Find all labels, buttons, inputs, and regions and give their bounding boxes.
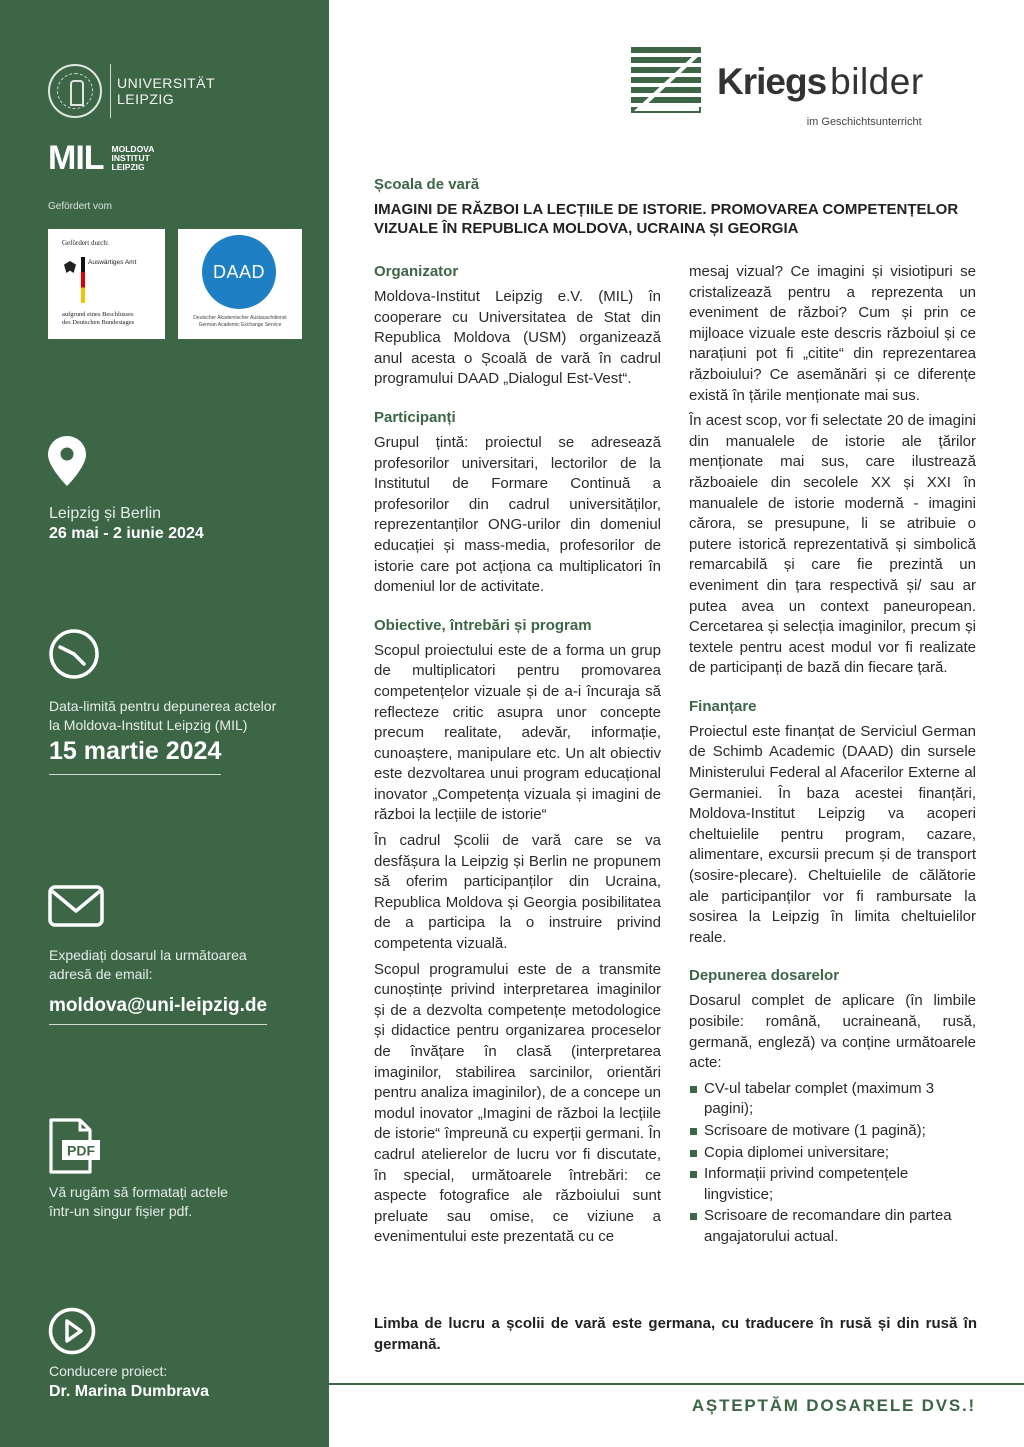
document-title: IMAGINI DE RĂZBOI LA LECȚIILE DE ISTORIE. PROMOVAREA COMPETENȚELOR VIZUALE ÎN REPUBLICA MOLDOVA, UCRAINA ȘI GEORGIA	[374, 201, 959, 237]
event-dates: 26 mai - 2 iunie 2024	[49, 525, 204, 542]
list-item: CV-ul tabelar complet (maximum 3 pagini);	[689, 1079, 976, 1120]
location-pin-icon	[48, 436, 86, 486]
email-label-line2: adresă de email:	[49, 966, 153, 982]
objectives-continuation: mesaj vizual? Ce imagini și visiotipuri se cristalizează pentru a reprezenta un eveniment de război? Cum și prin ce mijloace vizuale este descris războiul și ce narațiuni pot fi „citite“ din reprezentarea războiului? Ce asemănări și ce diferențe există în țările menționate mai sus.	[689, 263, 976, 404]
mil-logo-line2: INSTITUT	[111, 152, 150, 163]
daad-logo	[178, 229, 302, 339]
deadline-label	[49, 697, 299, 735]
submission-text: Dosarul complet de aplicare (în limbile posibile: română, ucraineană, rusă, germană, engleză) va conține următoarele acte:	[689, 992, 976, 1072]
federal-eagle-icon	[64, 261, 76, 273]
objectives-paragraph: În cadrul Școlii de vară care se va desfășura la Leipzig și Berlin ne propunem să oferim participanților din Ucraina, Republica Moldova și Georgia posibilitatea de a participa la o instruire privind competenta vizuală.	[374, 832, 661, 953]
funding-text: Proiectul este finanțat de Serviciul German de Schimb Academic (DAAD) din sursele Ministerului Federal al Afacerilor Externe al Germaniei. În baza acestei finanțări, Moldova-Institut Leipzig va acoperi cheltuielile pentru program, cazare, alimentare, excursii precum și de transport (sosire-plecare). Cheltuielile de călătorie ale participanților vor fi rambursate la sosirea la Leipzig în limita cheltuielilor reale.	[689, 722, 976, 946]
clock-icon	[48, 628, 100, 680]
daad-circle-logo: DAAD	[202, 235, 276, 309]
project-lead-name: Dr. Marina Dumbrava	[49, 1383, 210, 1400]
list-item: Copia diplomei universitare;	[689, 1143, 976, 1164]
left-column	[374, 262, 661, 1253]
mil-logo-letters: MIL	[48, 139, 104, 177]
daad-footer	[184, 315, 296, 329]
aa-header: Gefördert durch:	[62, 239, 109, 247]
deadline-label-line1: Data-limită pentru depunerea actelor	[49, 698, 277, 714]
pdf-instruction-line1: Vă rugăm să formatați actele	[49, 1184, 228, 1200]
aa-footer-line1: aufgrund eines Beschlusses	[62, 311, 134, 318]
logo-subtitle: im Geschichtsunterricht	[806, 116, 922, 128]
organizer-heading: Organizator	[374, 263, 459, 280]
play-circle-icon	[48, 1307, 96, 1355]
organizer-text: Moldova-Institut Leipzig e.V. (MIL) în cooperare cu Universitatea de Stat din Republica Moldova (USM) organizează anul acesta o Școală de vară în cadrul programului DAAD „Dialogul Est-Vest“.	[374, 288, 661, 388]
university-name	[117, 75, 215, 107]
participants-text: Grupul țintă: proiectul se adresează profesorilor universitari, lectorilor de la Institutul de Formare Continuă a profesorilor din cadrul universităților, reprezentanților ONG-urilor din domeniul educației și mass-media, profesorilor de istorie care pot acționa ca multiplicatori în domeniul lor de activitate.	[374, 433, 661, 596]
aa-footer	[62, 311, 134, 327]
document-kicker: Școala de vară	[374, 176, 480, 193]
email-address-link[interactable]: moldova@uni-leipzig.de	[49, 995, 267, 1025]
right-column	[689, 262, 976, 1249]
aa-footer-line2: des Deutschen Bundestages	[62, 319, 135, 326]
submission-heading: Depunerea dosarelor	[689, 967, 840, 985]
kriegsbilder-wordmark	[717, 61, 924, 128]
pdf-instruction-line2: într-un singur fișier pdf.	[49, 1203, 193, 1219]
envelope-icon	[48, 885, 104, 927]
funded-by-label: Gefördert vom	[48, 201, 112, 212]
project-lead-label: Conducere proiect:	[49, 1363, 168, 1379]
required-documents-list	[689, 1079, 976, 1248]
closing-call: AȘTEPTĂM DOSARELE DVS.!	[691, 1396, 976, 1415]
pdf-file-icon	[48, 1118, 102, 1174]
email-label-line1: Expediați dosarul la următoarea	[49, 947, 247, 963]
deadline-date: 15 martie 2024	[49, 737, 221, 775]
kriegsbilder-stripes-icon	[631, 47, 703, 117]
working-language-note: Limba de lucru a școlii de vară este germana, cu traducere în rusă și din rusă în germană.	[374, 1315, 977, 1353]
university-leipzig-logo	[48, 64, 215, 118]
daad-footer-line1: Deutscher Akademischer Austauschdienst	[193, 315, 287, 321]
mil-logo-words	[112, 145, 155, 172]
funding-heading: Finanțare	[689, 697, 757, 715]
location-city: Leipzig și Berlin	[49, 505, 162, 522]
logo-word-bilder: bilder	[830, 61, 924, 102]
logo-word-kriegs: Kriegs	[717, 61, 827, 102]
university-name-line2: LEIPZIG	[117, 91, 175, 107]
sidebar	[0, 0, 329, 1447]
bottom-divider	[329, 1383, 1024, 1385]
objectives-heading: Obiective, întrebări și program	[374, 616, 592, 634]
list-item: Informații privind competențele lingvistice;	[689, 1164, 976, 1205]
german-flag-icon	[81, 257, 85, 303]
pdf-instruction	[49, 1183, 299, 1221]
selection-text: În acest scop, vor fi selectate 20 de imagini din manualele de istorie ale țărilor menționate mai sus, care ilustrează războaiele din secolele XX și XXI în manualele de istorie modernă - imagini cărora, se presupune, li se atribuie o putere istorică reprezentativă și simbolică remarcabilă și care fie prezintă un eveniment din țara respectivă și/ sau ar putea avea un context paneuropean. Cercetarea și selecția imaginilor, precum și textele pentru acest modul vor fi realizate de participanți de bază din fiecare țară.	[689, 412, 976, 677]
deadline-label-line2: la Moldova-Institut Leipzig (MIL)	[49, 717, 248, 733]
university-seal-icon	[48, 64, 102, 118]
kriegsbilder-logo	[631, 47, 924, 128]
auswaertiges-amt-logo	[48, 229, 165, 339]
participants-heading: Participanți	[374, 408, 456, 426]
list-item: Scrisoare de motivare (1 pagină);	[689, 1121, 976, 1142]
email-label	[49, 946, 299, 984]
mil-logo-line1: MOLDOVA	[111, 143, 155, 154]
list-item: Scrisoare de recomandare din partea angajatorului actual.	[689, 1206, 976, 1247]
daad-footer-line2: German Academic Exchange Service	[198, 322, 282, 328]
aa-name: Auswärtiges Amt	[88, 259, 137, 266]
mil-logo-line3: LEIPZIG	[111, 161, 145, 172]
mil-logo	[48, 140, 154, 176]
university-name-line1: UNIVERSITÄT	[117, 75, 216, 91]
logo-divider	[110, 64, 111, 118]
objectives-paragraph: Scopul proiectului este de a forma un grup de multiplicatori pentru promovarea competențelor vizuale și de a-i încuraja să reflecteze critic asupra unor concepte precum realitate, adevăr, informație, cunoaștere, manipulare etc. Un alt obiectiv este dezvoltarea unui program educațional inovator „Competența vizuala și imagini de război la lecțiile de istorie“	[374, 641, 661, 824]
objectives-paragraph: Scopul programului este de a transmite cunoștințe privind interpretarea imaginilor și de a dezvolta competențe metodologice și didactice pentru organizarea proceselor de învățare în clasă (interpretarea imaginilor, stabilirea sarcinilor, orientări pentru analiza imaginilor), de a concepe un modul inovator „Imagini de război la lecțiile de istorie“ împreună cu experții germani. În cadrul atelierelor de lucru vor fi discutate, în special, următoarele întrebări: ce aspecte fotografice ale războiului sunt preluate sau omise, ce viziune a evenimentului este prezentată cu ce	[374, 960, 661, 1246]
pdf-icon-label: PDF	[67, 1142, 95, 1159]
